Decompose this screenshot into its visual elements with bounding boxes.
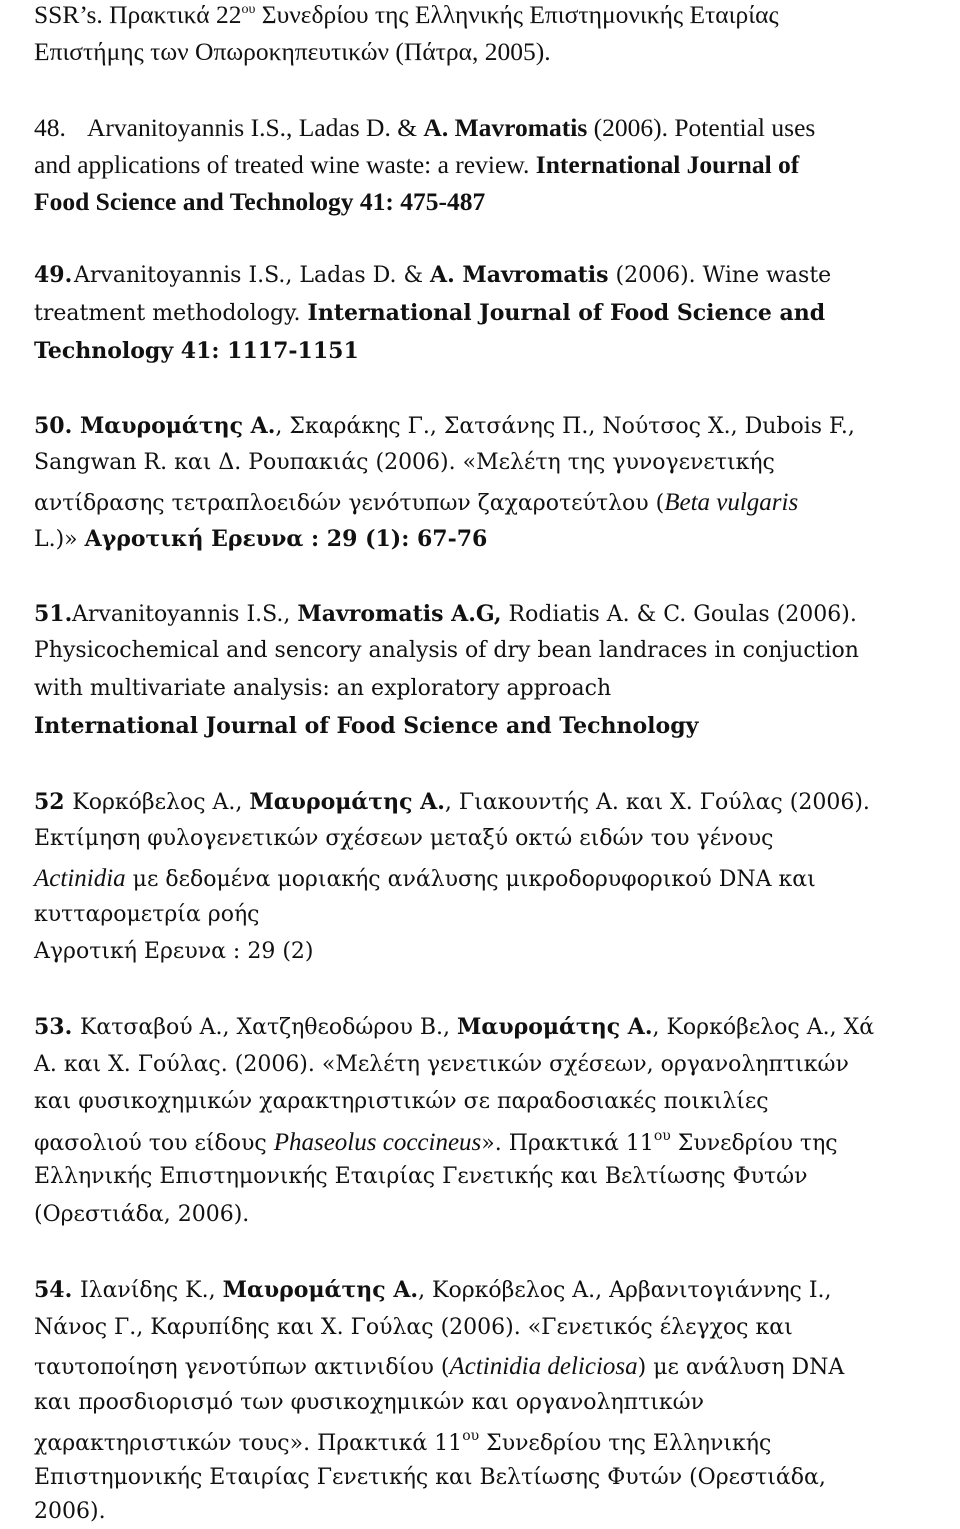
ref-52-line-3: Actinidia με δεδομένα μοριακής ανάλυσης μικροδορυφορικού DNA και [34,865,816,892]
ref-51-line-1: 51.Arvanitoyannis I.S., Mavromatis A.G, Rodiatis A. & C. Goulas (2006). [34,601,857,627]
ref-47-line-2: Επιστήμης των Οπωροκηπευτικών (Πάτρα, 2005). [34,37,551,66]
ref-49-line-2: treatment methodology. International Journal of Food Science and [34,300,826,326]
ref-53-line-4: φασολιού του είδους Phaseolus coccineus». Πρακτικά $11^{o\upsilon}$ Συνεδρίου της [34,1128,838,1156]
ref-50-line-1: 50. Μαυρομάτης Α., Σκαράκης Γ., Σατσάνης Π., Νούτσος Χ., Dubois F., [34,413,855,439]
ref-52-line-1: 52 Κορκόβελος Α., Μαυρομάτης Α., Γιακουντής Α. και Χ. Γούλας (2006). [34,789,870,815]
ref-54-line-5: χαρακτηριστικών τους». Πρακτικά $11^{o\upsilon}$ Συνεδρίου της Ελληνικής [34,1428,772,1456]
ref-52-line-2: Εκτίμηση φυλογενετικών σχέσεων μεταξύ οκτώ ειδών του γένους [34,826,774,851]
ref-50-line-3: αντίδρασης τετραπλοειδών γενότυπων ζαχαροτεύτλου (Beta vulgaris [34,489,799,516]
ref-number: 50. [34,413,80,439]
ref-48-line-2: and applications of treated wine waste: a review. International Journal of [34,150,800,179]
ref-49-line-1: 49.Arvanitoyannis I.S., Ladas D. & A. Mavromatis (2006). Wine waste [34,262,832,288]
ref-50-line-4: L.)» Αγροτική Ερευνα : 29 (1): 67-76 [34,526,488,552]
ref-51-line-4: International Journal of Food Science and Technology [34,713,699,739]
ref-54-line-4: και προσδιορισμό των φυσικοχημικών και οργανοληπτικών [34,1390,704,1415]
ref-53-line-3: και φυσικοχημικών χαρακτηριστικών σε παραδοσιακές ποικιλίες [34,1089,769,1114]
ref-48-line-1: 48. Arvanitoyannis I.S., Ladas D. & A. Mavromatis (2006). Potential uses [34,113,816,142]
ref-53-line-2: Α. και Χ. Γούλας. (2006). «Μελέτη γενετικών σχέσεων, οργανοληπτικών [34,1052,849,1077]
ref-52-line-5: Αγροτική Ερευνα : 29 (2) [34,939,314,964]
ref-50-line-2: Sangwan R. και Δ. Ρουπακιάς (2006). «Μελέτη της γυνογενετικής [34,450,775,475]
ref-54-line-2: Νάνος Γ., Καρυπίδης και Χ. Γούλας (2006). «Γενετικός έλεγχος και [34,1315,793,1340]
ref-number: 49. [34,262,73,288]
ref-49-line-3: Technology 41: 1117-1151 [34,338,359,364]
ref-number: 52 [34,789,73,815]
ref-54-line-6: Επιστημονικής Εταιρίας Γενετικής και Βελτίωσης Φυτών (Ορεστιάδα, [34,1465,826,1490]
ref-53-line-5: Ελληνικής Επιστημονικής Εταιρίας Γενετικής και Βελτίωσης Φυτών [34,1164,808,1189]
ref-number: 48. [34,113,66,142]
ref-52-line-4: κυτταρομετρία ροής [34,902,260,927]
ref-53-line-1: 53. Κατσαβού Α., Χατζηθεοδώρου Β., Μαυρομάτης Α., Κορκόβελος Α., Χά [34,1014,875,1040]
ref-number: 53. [34,1014,80,1040]
ref-number: 54. [34,1277,80,1303]
ref-54-line-7: 2006). [34,1499,106,1524]
ref-54-line-3: ταυτοποίηση γενοτύπων ακτινιδίου (Actinidia deliciosa) με ανάλυση DNA [34,1353,845,1380]
ref-51-line-2: Physicochemical and sencory analysis of dry bean landraces in conjuction [34,638,859,663]
ref-54-line-1: 54. Ιλανίδης Κ., Μαυρομάτης Α., Κορκόβελος Α., Αρβανιτογιάννης Ι., [34,1277,832,1303]
ref-51-line-3: with multivariate analysis: an exploratory approach [34,676,612,701]
ref-53-line-6: (Ορεστιάδα, 2006). [34,1202,250,1227]
ref-48-line-3: Food Science and Technology 41: 475-487 [34,187,486,216]
ref-47-line-1: SSR’s. Πρακτικά $22^{o\upsilon}$ Συνεδρίου της Ελληνικής Επιστημονικής Εταιρίας [34,0,779,29]
ref-number: 51. [34,601,73,627]
